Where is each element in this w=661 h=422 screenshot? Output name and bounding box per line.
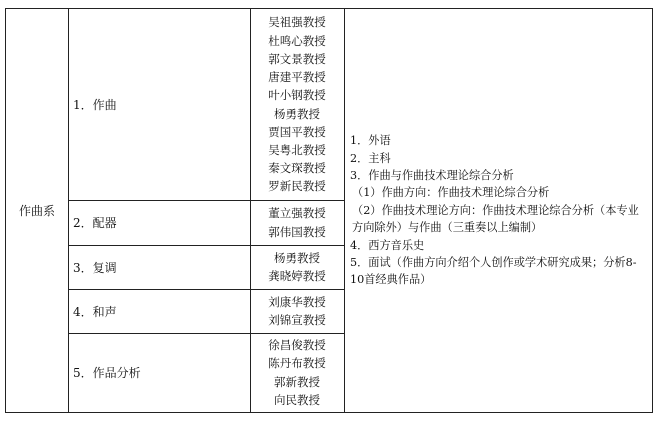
professor-list — [250, 289, 344, 333]
exam-subject: 4．西方音乐史 — [350, 238, 425, 252]
professor-name: 杜鸣心教授 — [268, 33, 326, 48]
professor-name: 罗新民教授 — [268, 179, 326, 194]
professor-name: 郭伟国教授 — [268, 224, 326, 239]
professor-list — [250, 333, 344, 412]
exam-subjects-cell — [344, 9, 652, 412]
faculty-table — [5, 8, 653, 413]
professor-name: 吴粤北教授 — [268, 142, 326, 157]
exam-subject: （1）作曲方向：作曲技术理论综合分析 — [352, 186, 550, 200]
professor-name: 徐昌俊教授 — [268, 338, 326, 353]
professor-name: 吴祖强教授 — [268, 15, 326, 30]
professor-name: 龚晓婷教授 — [268, 269, 326, 283]
direction-label: 2．配器 — [73, 216, 117, 230]
professor-list — [250, 9, 344, 200]
exam-subject: 1．外语 — [350, 134, 391, 148]
professor-name: 刘康华教授 — [268, 294, 326, 309]
exam-subject: 5．面试（作曲方向介绍个人创作或学术研究成果；分析8-10首经典作品） — [350, 256, 637, 287]
professor-list — [250, 245, 344, 289]
exam-subject: 3．作曲与作曲技术理论综合分析 — [350, 168, 514, 182]
direction-cell — [68, 245, 250, 289]
professor-name: 郭新教授 — [274, 374, 320, 389]
department-name: 作曲系 — [18, 204, 55, 218]
direction-label: 1．作曲 — [73, 98, 117, 112]
direction-label: 3．复调 — [73, 260, 117, 275]
direction-cell — [68, 200, 250, 245]
professor-list — [250, 200, 344, 245]
department-cell — [6, 9, 68, 412]
professor-name: 陈丹布教授 — [268, 356, 326, 371]
professor-name: 秦文琛教授 — [268, 161, 326, 176]
professor-name: 刘锦宣教授 — [268, 313, 326, 327]
professor-name: 唐建平教授 — [268, 70, 326, 85]
professor-name: 叶小钢教授 — [268, 88, 326, 103]
exam-subject: （2）作曲技术理论方向：作曲技术理论综合分析（本专业方向除外）与作曲（三重奏以上编制） — [352, 203, 639, 235]
professor-name: 向民教授 — [274, 392, 320, 407]
direction-cell — [68, 9, 250, 200]
direction-label: 5．作品分析 — [73, 366, 141, 380]
exam-subject: 2．主科 — [350, 151, 391, 165]
professor-name: 贾国平教授 — [268, 124, 326, 139]
direction-cell — [68, 289, 250, 333]
direction-cell — [68, 333, 250, 412]
professor-name: 杨勇教授 — [274, 106, 320, 121]
professor-name: 董立强教授 — [268, 206, 326, 221]
professor-name: 杨勇教授 — [274, 250, 320, 265]
direction-label: 4．和声 — [73, 304, 117, 319]
professor-name: 郭文景教授 — [268, 51, 326, 66]
